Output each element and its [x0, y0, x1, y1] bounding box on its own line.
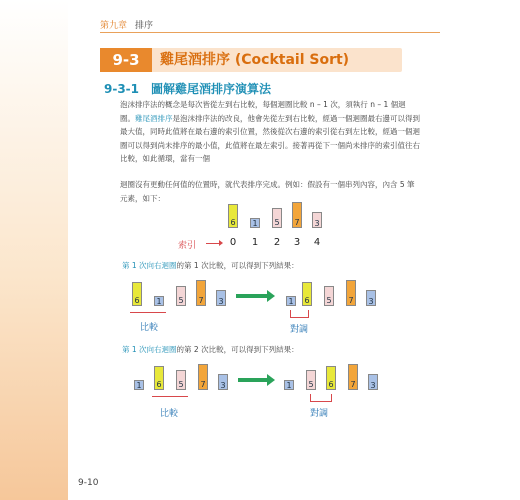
- header-rule: [100, 32, 440, 33]
- bar-value: 3: [368, 374, 378, 390]
- index-arrow: [206, 243, 220, 244]
- index-number: 4: [313, 237, 321, 248]
- bar-value: 7: [348, 364, 358, 390]
- subsection-heading: [104, 80, 271, 97]
- compare-underline: [130, 312, 166, 313]
- swap-bracket: [290, 310, 309, 318]
- section-number: 9-3: [100, 48, 152, 72]
- highlight-term: 雞尾酒排序: [135, 113, 173, 123]
- bar-value: 6: [326, 366, 336, 390]
- section-heading: [100, 48, 402, 72]
- step-2-caption: [122, 344, 299, 355]
- compare-label: 比較: [160, 409, 179, 419]
- body-paragraph-2: [120, 178, 420, 205]
- index-label: 索引: [178, 241, 197, 251]
- index-number: 1: [251, 237, 259, 248]
- bar-value: 5: [324, 286, 334, 306]
- swap-label: 對調: [310, 409, 329, 419]
- bar-value: 3: [218, 374, 228, 390]
- bar-value: 6: [132, 282, 142, 306]
- paragraph-text: 迴圈沒有更動任何值的位置時，就代表排序完成。例如：假設有一個串列內容，內含 5 筆元素，如下：: [120, 180, 415, 203]
- bar-value: 5: [176, 286, 186, 306]
- index-number: 2: [273, 237, 281, 248]
- bar-value: 6: [302, 282, 312, 306]
- section-title: 雞尾酒排序 (Cocktail Sort): [160, 52, 350, 68]
- bar-value: 1: [134, 380, 144, 390]
- body-paragraph-1: [120, 98, 420, 166]
- step-1-caption: [122, 260, 299, 271]
- step-2-prefix: 第 1 次向右迴圈: [122, 345, 177, 354]
- bar-value: 5: [176, 370, 186, 390]
- bar-value: 1: [250, 218, 260, 228]
- bar-value: 5: [306, 370, 316, 390]
- swap-bracket: [310, 394, 332, 402]
- green-arrow: [236, 294, 268, 298]
- bar-value: 6: [154, 366, 164, 390]
- bar-value: 1: [284, 380, 294, 390]
- index-number: 0: [229, 237, 237, 248]
- swap-label: 對調: [290, 325, 309, 335]
- bar-value: 7: [292, 202, 302, 228]
- bar-value: 7: [198, 364, 208, 390]
- chapter-title: 排序: [135, 21, 154, 31]
- chapter-number: 第九章: [100, 21, 128, 31]
- bar-value: 3: [312, 212, 322, 228]
- compare-label: 比較: [140, 323, 159, 333]
- index-number: 3: [293, 237, 301, 248]
- bar-value: 3: [216, 290, 226, 306]
- subsection-number: 9-3-1: [104, 82, 140, 96]
- bar-value: 1: [154, 296, 164, 306]
- subsection-title: 圖解雞尾酒排序演算法: [151, 82, 272, 96]
- paragraph-text: 泡沫排序法的概念是每次皆從左到右比較，每個迴圈比較 n – 1 次，須執行 n – 1 個迴圈。: [120, 100, 406, 123]
- step-2-text: 的第 2 次比較，可以得到下列結果：: [176, 345, 299, 354]
- side-decoration: [0, 0, 68, 500]
- step-1-text: 的第 1 次比較，可以得到下列結果：: [176, 261, 299, 270]
- compare-underline: [152, 396, 188, 397]
- bar-value: 7: [346, 280, 356, 306]
- bar-value: 7: [196, 280, 206, 306]
- green-arrow: [238, 378, 268, 382]
- bar-value: 1: [286, 296, 296, 306]
- bar-value: 5: [272, 208, 282, 228]
- paragraph-text: 是泡沫排序法的改良，他會先從左到右比較，經過一個迴圈最右邊可以得到最大值，同時此值將在最右邊的索引位置，然後從次右邊的索引從右到左比較，經過一個迴圈可以得到尚未排序的最小值，此值將在最左索引。接著再從下一個尚未排序的索引值往右比較，如此循環，當有一個: [120, 113, 420, 163]
- running-header: [100, 18, 153, 31]
- step-1-prefix: 第 1 次向右迴圈: [122, 261, 177, 270]
- page-number: 9-10: [78, 478, 99, 488]
- bar-value: 6: [228, 204, 238, 228]
- bar-value: 3: [366, 290, 376, 306]
